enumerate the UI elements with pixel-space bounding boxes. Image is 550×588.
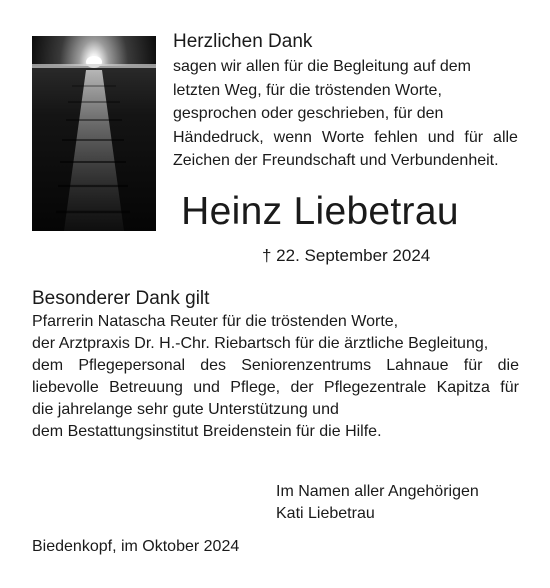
thanks-line: sagen wir allen für die Begleitung auf dem bbox=[173, 58, 471, 75]
thanks-line: Zeichen der Freundschaft und Verbundenheit. bbox=[173, 152, 499, 169]
special-thanks-line: dem Pflegepersonal des Seniorenzentrums Lahnaue für die bbox=[32, 357, 519, 374]
special-thanks-line: der Arztpraxis Dr. H.-Chr. Riebartsch für die ärztliche Begleitung, bbox=[32, 335, 489, 352]
thanks-line: letzten Weg, für die tröstenden Worte, bbox=[173, 81, 442, 99]
special-thanks-line: liebevolle Betreuung und Pflege, der Pflegezentrale Kapitza für bbox=[32, 379, 519, 396]
thanks-block bbox=[173, 30, 518, 173]
thanks-line: Händedruck, wenn Worte fehlen und für alle bbox=[173, 128, 518, 146]
thanks-title: Herzlichen Dank bbox=[173, 31, 313, 52]
special-thanks-line: Pfarrerin Natascha Reuter für die tröstenden Worte, bbox=[32, 313, 399, 330]
signature-line-name: Kati Liebetrau bbox=[276, 505, 375, 522]
special-thanks-line: dem Bestattungsinstitut Breidenstein für die Hilfe. bbox=[32, 423, 382, 440]
thanks-line: gesprochen oder geschrieben, für den bbox=[173, 105, 444, 122]
place-and-date: Biedenkopf, im Oktober 2024 bbox=[32, 538, 240, 555]
signature-line-family: Im Namen aller Angehörigen bbox=[276, 483, 479, 500]
special-thanks-title: Besonderer Dank gilt bbox=[32, 288, 210, 309]
death-date: † 22. September 2024 bbox=[262, 246, 431, 265]
special-thanks-block bbox=[32, 287, 519, 443]
deceased-name: Heinz Liebetrau bbox=[181, 190, 459, 233]
special-thanks-line: die jahrelange sehr gute Unterstützung und bbox=[32, 401, 339, 418]
signature-block bbox=[276, 481, 479, 525]
